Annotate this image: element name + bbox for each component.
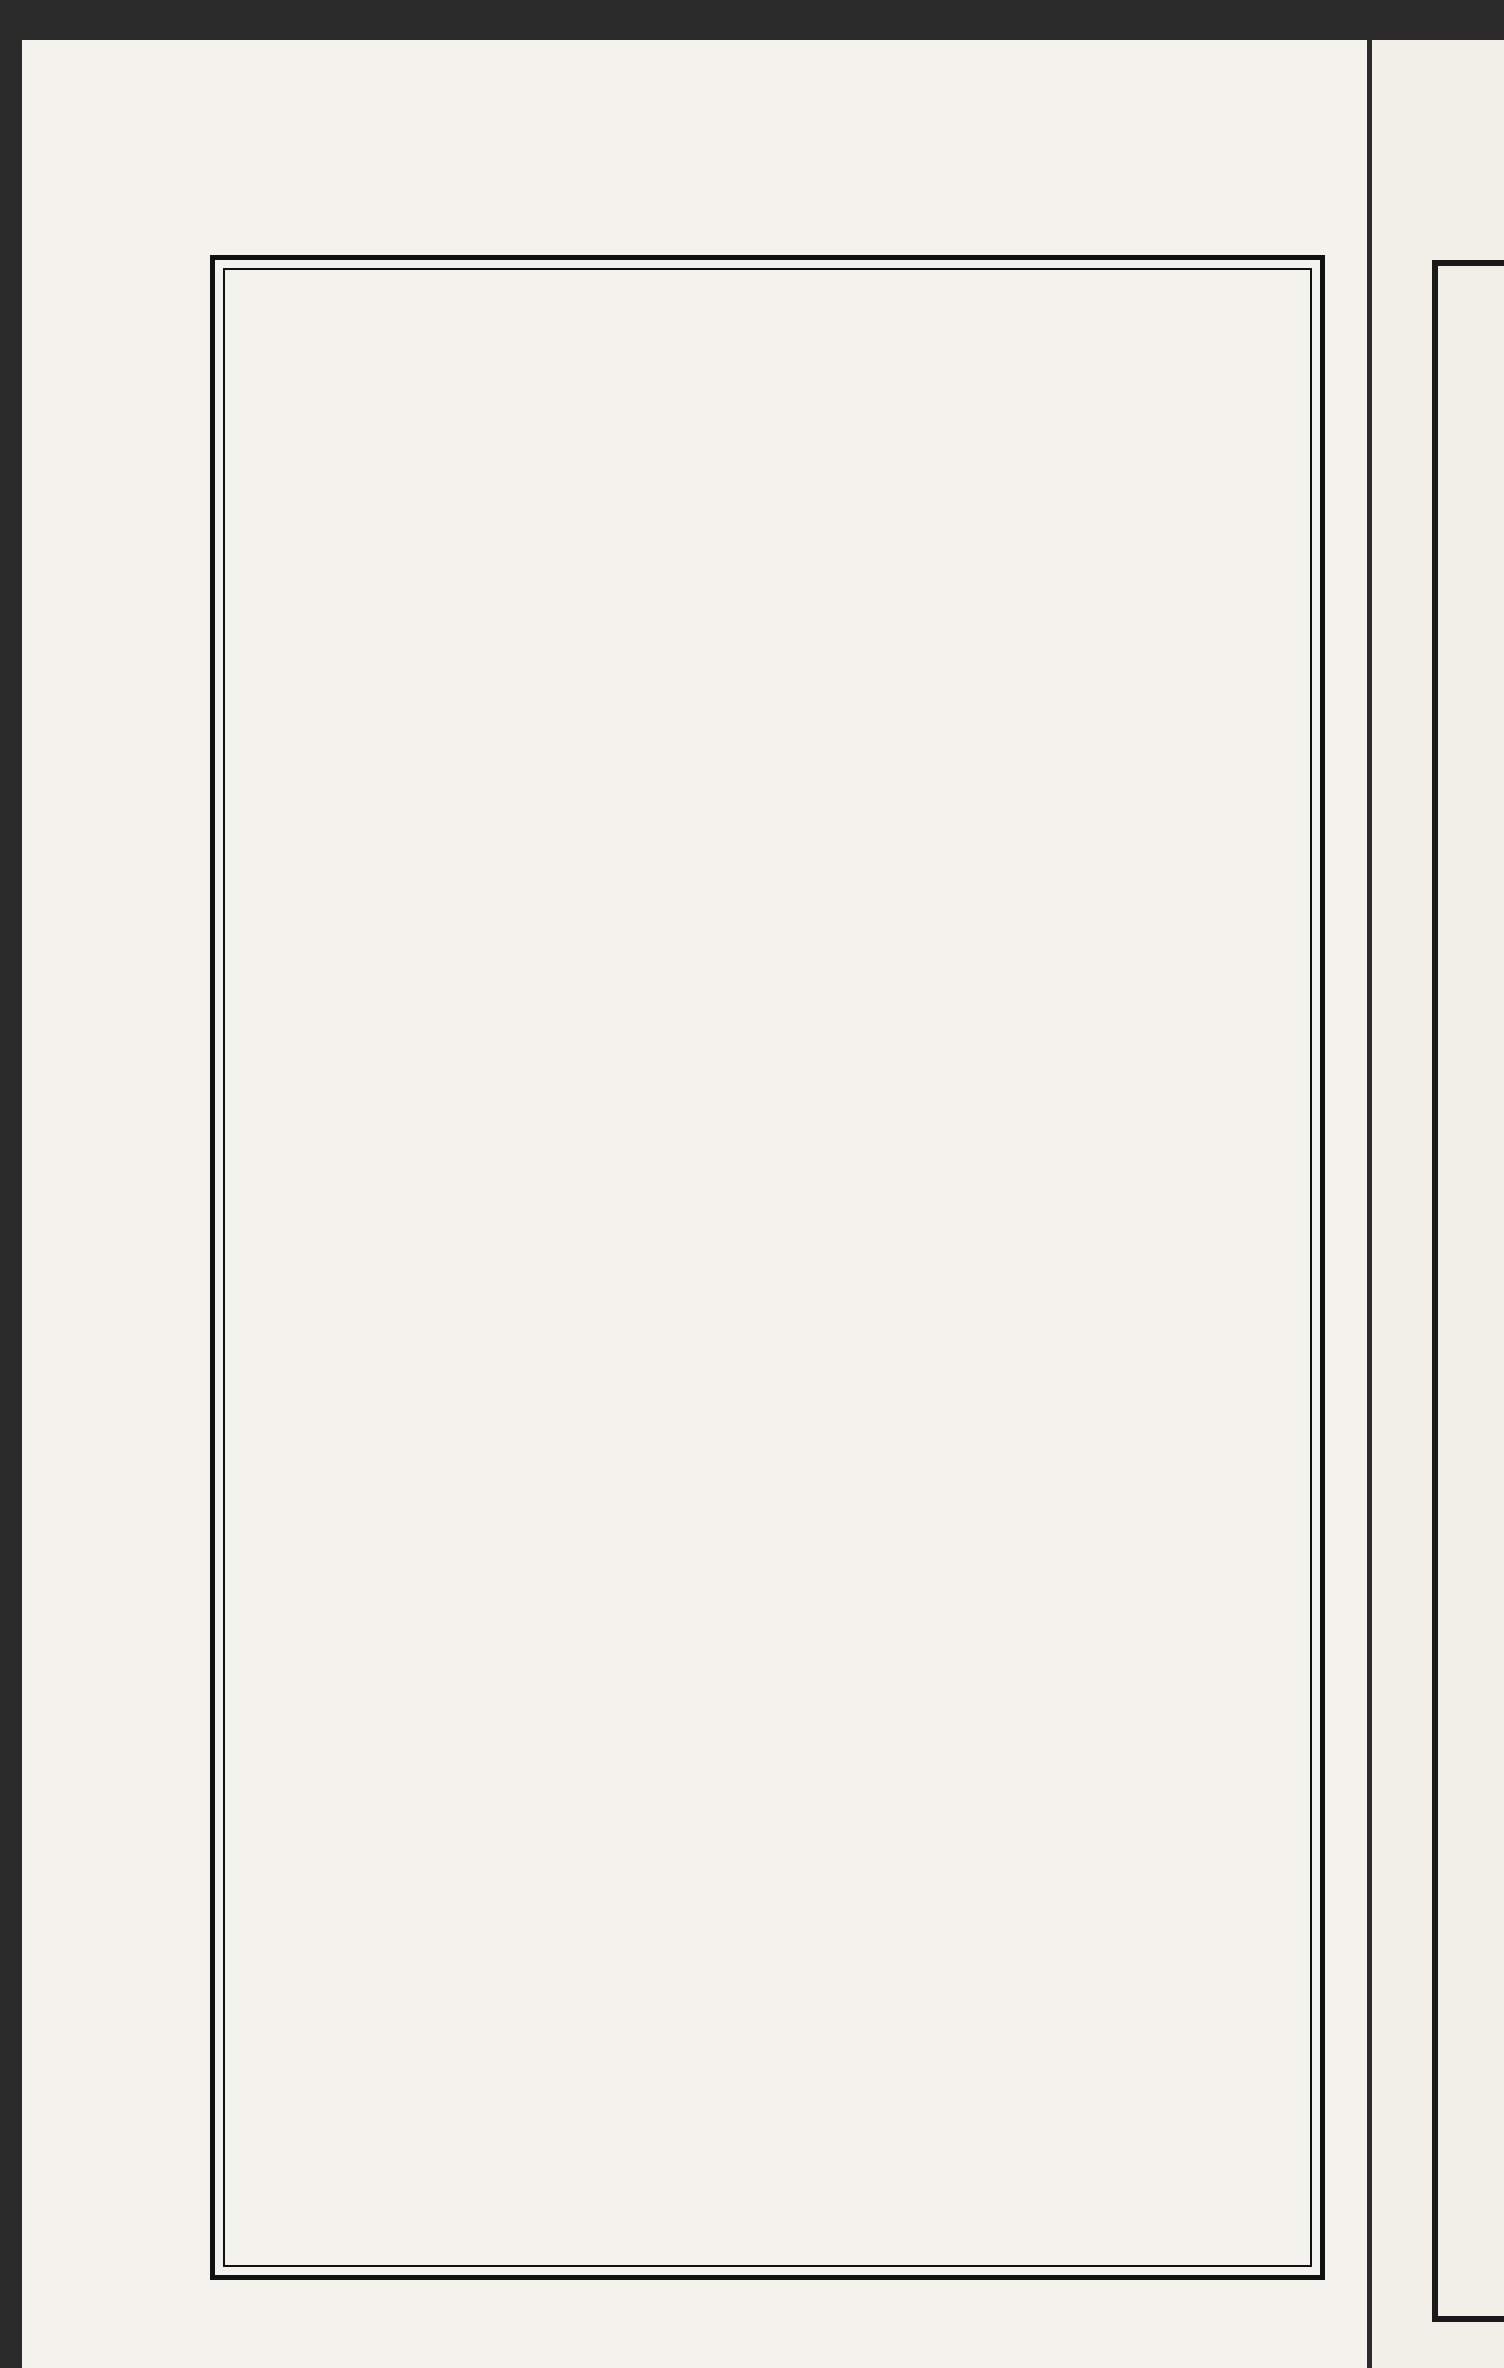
facing-page-frame: [1432, 260, 1504, 2322]
almanac-table: [210, 255, 1325, 2280]
title-row: [225, 270, 1310, 342]
facing-page: [1372, 40, 1504, 2368]
